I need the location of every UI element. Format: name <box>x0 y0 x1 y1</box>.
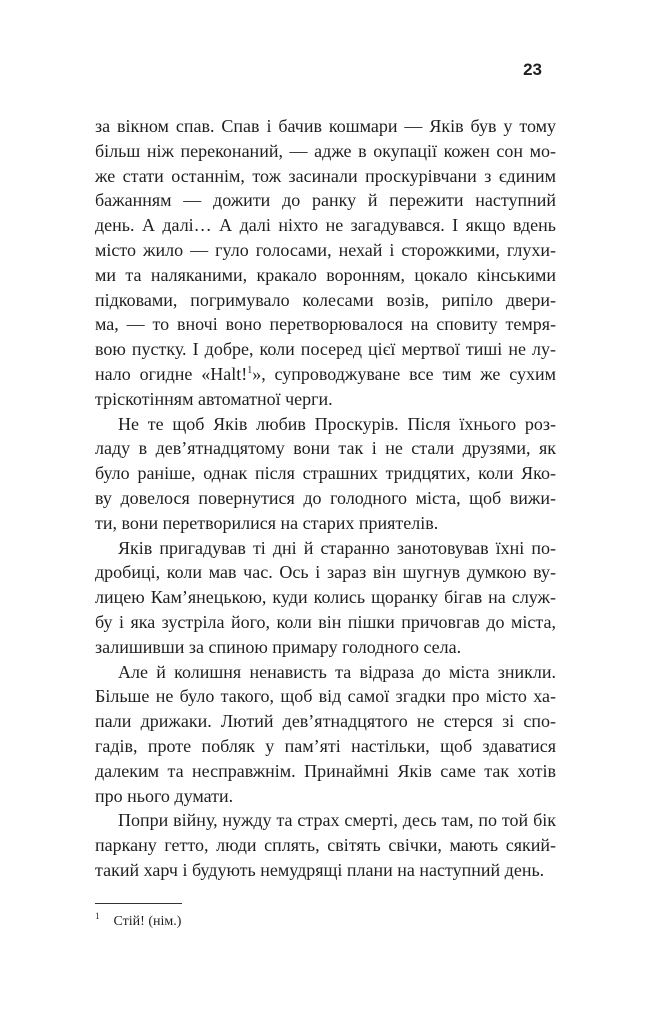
text-line: гадів, проте побляк у пам’яті настільки, щоб здаватися <box>95 735 556 756</box>
text-line: лицею Кам’янецькою, куди колись щоранку бігав на служ- <box>95 587 556 608</box>
text-fragment: нало огидне «Halt! <box>95 363 248 384</box>
text-fragment: », супроводжуване все тим же сухим <box>252 363 556 384</box>
text-line: ладу в дев’ятнадцятому вони так і не стали друзями, як <box>95 438 556 459</box>
paragraph <box>95 660 556 809</box>
page-number: 23 <box>523 60 542 79</box>
text-line: місто жило — гуло голосами, нехай і сторожкими, глухи- <box>95 239 556 260</box>
text-line: же стати останнім, тож засинали проскурівчани з єдиним <box>95 165 556 186</box>
text-line: ти, вони перетворилися на старих приятелів. <box>95 512 439 533</box>
text-line: ми та наляканими, кракало воронням, цокало кінськими <box>95 264 556 285</box>
paragraph <box>95 808 556 882</box>
text-line: залишивши за спиною примару голодного села. <box>95 636 462 657</box>
text-line: ву довелося повернутися до голодного міста, щоб вижи- <box>95 487 556 508</box>
text-line: день. А далі… А далі ніхто не загадувався. І якщо вдень <box>95 215 556 236</box>
text-line: Але й колишня ненависть та відраза до міста зникли. <box>118 661 556 682</box>
footnote-text: Стій! (нім.) <box>113 914 182 929</box>
paragraph <box>95 114 556 412</box>
footnote-mark: 1 <box>95 911 100 922</box>
footnote <box>95 911 182 930</box>
text-line: підковами, погримувало колесами возів, рипіло двери- <box>95 289 556 310</box>
body-text <box>95 114 556 883</box>
footnote-reference: 1 <box>247 364 253 376</box>
text-line: пали дрижаки. Лютий дев’ятнадцятого не стерся зі спо- <box>95 711 556 732</box>
text-line: паркану гетто, люди сплять, світять свічки, мають сякий- <box>95 835 556 856</box>
paragraph <box>95 412 556 536</box>
text-line: Попри війну, нужду та страх смерті, десь там, по той бік <box>118 810 556 831</box>
text-line: бу і яка зустріла його, коли він пішки причовгав до міста, <box>95 611 556 632</box>
text-line: бажанням — дожити до ранку й пережити наступний <box>95 190 556 211</box>
text-line: за вікном спав. Спав і бачив кошмари — Яків був у тому <box>95 116 556 136</box>
text-line: Більше не було такого, щоб від самої згадки про місто ха- <box>95 686 556 707</box>
text-line: було раніше, однак після страшних тридцятих, коли Яко- <box>95 463 556 484</box>
text-line: більш ніж переконаний, — адже в окупації кожен сон мо- <box>95 140 556 161</box>
text-line: Яків пригадував ті дні й старанно занотовував їхні по- <box>118 537 556 558</box>
text-line: дробиці, коли мав час. Ось і зараз він шугнув думкою ву- <box>95 562 556 583</box>
text-line: Не те щоб Яків любив Проскурів. Після їхнього роз- <box>118 413 556 434</box>
text-line: такий харч і будують немудрящі плани на наступний день. <box>95 859 545 880</box>
paragraph <box>95 536 556 660</box>
text-line: далеким та несправжнім. Принаймні Яків саме так хотів <box>95 760 556 781</box>
text-line <box>95 362 556 387</box>
text-line: про нього думати. <box>95 785 234 806</box>
text-line: вою пустку. І добре, коли посеред цієї мертвої тиші не лу- <box>95 339 556 360</box>
text-line: тріскотінням автоматної черги. <box>95 388 333 409</box>
footnote-divider <box>95 903 182 904</box>
text-line: ма, — то вночі воно перетворювалося на сповиту темря- <box>95 314 556 335</box>
